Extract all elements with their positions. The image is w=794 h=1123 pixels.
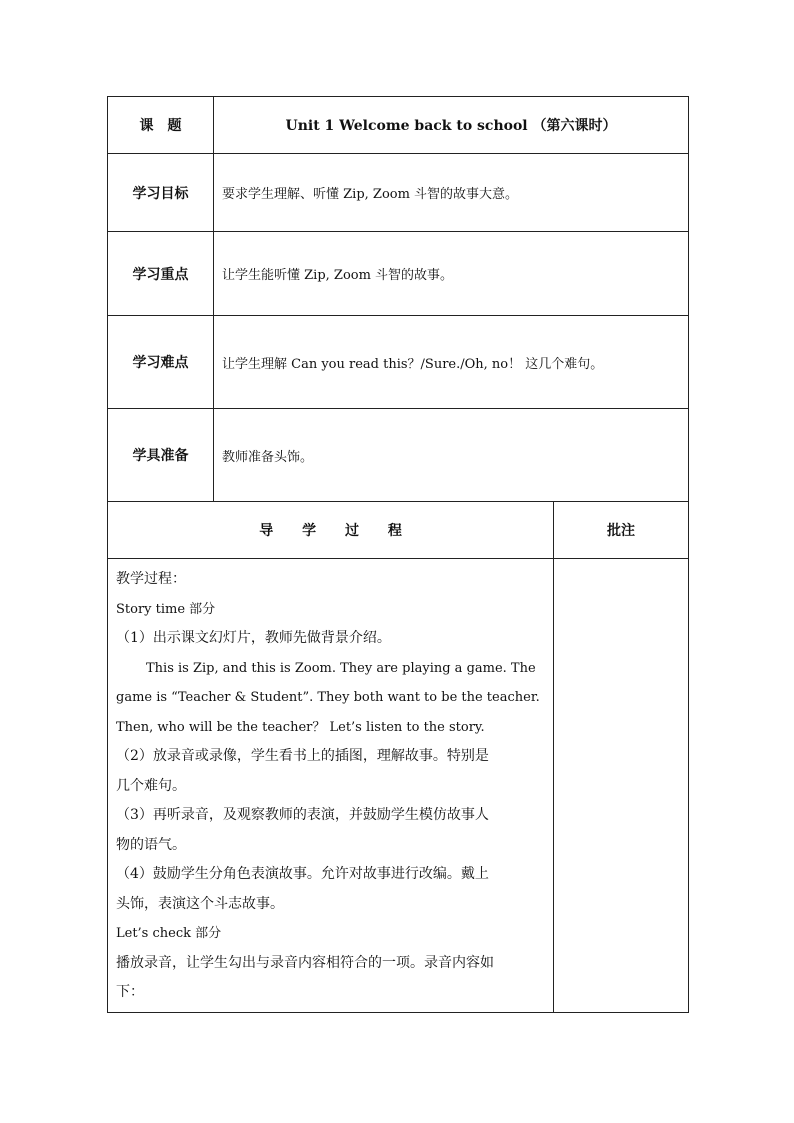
process-body-row <box>108 559 689 1013</box>
process-line: （3）再听录音，及观察教师的表演，并鼓励学生模仿故事人 <box>116 807 489 823</box>
objective-label: 学习目标 <box>108 154 214 232</box>
key-point-row <box>108 232 689 316</box>
process-line: 物的语气。 <box>116 836 186 853</box>
notes-header: 批注 <box>554 502 689 559</box>
process-line: Then, who will be the teacher？ Let’s listen to the story. <box>116 719 485 735</box>
key-point-label: 学习重点 <box>108 232 214 316</box>
process-line: （4）鼓励学生分角色表演故事。允许对故事进行改编。戴上 <box>116 866 489 882</box>
difficulty-row <box>108 316 689 409</box>
objective-row <box>108 154 689 232</box>
process-header-char: 导 <box>259 523 274 539</box>
process-line: 播放录音，让学生勾出与录音内容相符合的一项。录音内容如 <box>116 954 494 971</box>
difficulty-value: 让学生理解 Can you read this？/Sure./Oh, no！ 这几个难句。 <box>214 316 689 409</box>
process-line: 头饰，表演这个斗志故事。 <box>116 895 284 912</box>
process-line: （2）放录音或录像，学生看书上的插图，理解故事。特别是 <box>116 748 489 764</box>
key-point-value: 让学生能听懂 Zip, Zoom 斗智的故事。 <box>214 232 689 316</box>
process-body <box>108 559 554 1013</box>
process-line: game is “Teacher & Student”. They both want to be the teacher. <box>116 690 540 705</box>
process-line: Story time 部分 <box>116 601 216 617</box>
materials-value: 教师准备头饰。 <box>214 409 689 502</box>
lesson-plan-table <box>107 96 689 1013</box>
process-line: 教学过程： <box>116 571 186 587</box>
process-header-char: 程 <box>387 523 402 539</box>
materials-label: 学具准备 <box>108 409 214 502</box>
notes-cell <box>554 559 689 1013</box>
process-line: This is Zip, and this is Zoom. They are playing a game. The <box>146 660 536 676</box>
process-line: 几个难句。 <box>116 777 186 794</box>
process-line: 下： <box>116 984 144 1000</box>
process-header <box>108 502 554 559</box>
process-header-row <box>108 502 689 559</box>
topic-label: 课 题 <box>108 97 214 154</box>
objective-value: 要求学生理解、听懂 Zip, Zoom 斗智的故事大意。 <box>214 154 689 232</box>
process-line: （1）出示课文幻灯片，教师先做背景介绍。 <box>116 630 391 646</box>
process-line: Let’s check 部分 <box>116 926 222 941</box>
topic-row <box>108 97 689 154</box>
materials-row <box>108 409 689 502</box>
process-header-char: 学 <box>302 523 317 539</box>
topic-value: Unit 1 Welcome back to school （第六课时） <box>214 97 689 154</box>
process-header-char: 过 <box>344 523 359 539</box>
difficulty-label: 学习难点 <box>108 316 214 409</box>
